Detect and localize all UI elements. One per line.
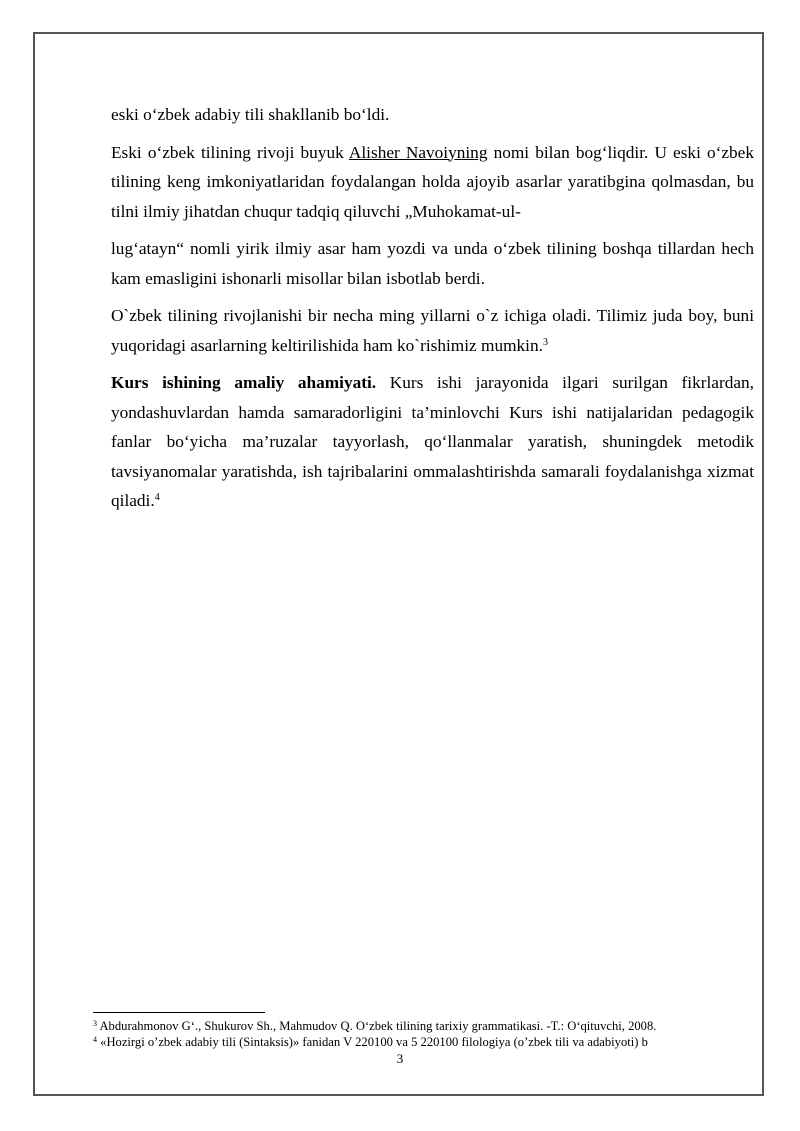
- paragraph-5-text: Kurs ishi jarayonida ilgari surilgan fikrlardan, yondashuvlardan hamda samaradorligini ta’minlovchi Kurs ishi natijalaridan pedagogik fanlar bo‘yicha ma’ruzalar tayyorlash, qo‘llanmalar yaratish, shuningdek metodik tavsiyanomalar yaratishda, ish tajribalarini ommalashtirishda samarali foydalanishga xizmat qiladi.: [111, 373, 755, 510]
- section-heading: Kurs ishining amaliy ahamiyati.: [111, 373, 377, 392]
- footnote-number: 3: [93, 1019, 97, 1028]
- paragraph-3: lug‘atayn“ nomli yirik ilmiy asar ham yozdi va unda o‘zbek tilining boshqa tillardan hech kam emasligini ishonarli misollar bilan isbotlab berdi.: [111, 239, 754, 288]
- paragraph-2: [111, 138, 754, 227]
- paragraph-4-text: O`zbek tilining rivojlanishi bir necha ming yillarni o`z ichiga oladi. Tilimiz juda boy, buni yuqoridagi asarlarning keltirilishida ham ko`rishimiz mumkin.: [111, 306, 754, 355]
- document-body: [111, 100, 754, 516]
- footnote-ref-3: 3: [542, 336, 548, 348]
- footnote-3: [93, 1018, 753, 1034]
- paragraph-2-start: Eski o‘zbek tilining rivoji buyuk: [111, 142, 349, 162]
- paragraph-4: [111, 301, 754, 360]
- footnote-text: Abdurahmonov G‘., Shukurov Sh., Mahmudov Q. O‘zbek tilining tarixiy grammatikasi. -T.: O‘qituvchi, 2008.: [97, 1019, 657, 1033]
- page-number: 3: [396, 1051, 404, 1066]
- footnote-ref-4: 4: [154, 492, 160, 503]
- footnote-separator: [93, 1012, 265, 1013]
- paragraph-1: eski o‘zbek adabiy tili shakllanib bo‘ldi.: [111, 105, 390, 124]
- footnote-4: [93, 1034, 753, 1050]
- paragraph-5: [111, 368, 754, 516]
- footnotes: [93, 1018, 753, 1050]
- paragraph-2-end: nomi bilan bog‘liqdir. U eski o‘zbek tilining keng imkoniyatlaridan foydalangan holda ajoyib asarlar yaratibgina qolmasdan, bu tilni ilmiy jihatdan chuqur tadqiq qiluvchi „Muhokamat-ul-: [111, 142, 754, 221]
- navoi-link[interactable]: Alisher Navoiyning: [348, 142, 488, 162]
- footnote-number: 4: [93, 1035, 97, 1044]
- footnote-text: «Hozirgi o’zbek adabiy tili (Sintaksis)» fanidan V 220100 va 5 220100 filologiya (o’zbek tili va adabiyoti) b: [97, 1035, 648, 1049]
